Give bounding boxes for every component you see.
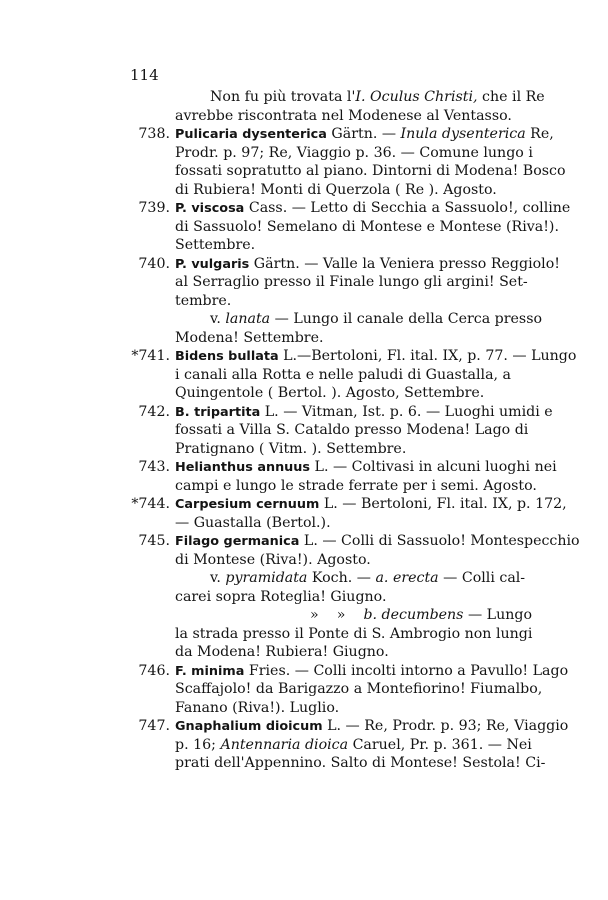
text-line	[120, 532, 580, 551]
text-run: Koch. —	[307, 570, 376, 586]
text-run: Prodr. p. 97; Re, Viaggio p. 36. — Comune lungo i	[175, 144, 533, 161]
text-line	[120, 329, 560, 348]
text-line	[120, 347, 577, 366]
text-line	[120, 107, 560, 126]
text-line	[120, 236, 560, 255]
text-line	[120, 292, 560, 311]
text-run: Non fu più trovata l'	[210, 89, 356, 105]
text-run: di Rubiera! Monti di Querzola ( Re ). Agosto.	[175, 181, 497, 198]
italic-name: Antennaria dioica	[220, 736, 349, 753]
text-run: Re,	[525, 126, 554, 142]
text-line	[120, 569, 560, 588]
italic-name: lanata	[225, 311, 271, 327]
species-name: B. tripartita	[175, 404, 261, 420]
text-run: i canali alla Rotta e nelle paludi di Guastalla, a	[175, 366, 512, 383]
text-run: la strada presso il Ponte di S. Ambrogio non lungi	[175, 625, 533, 642]
text-run: di Sassuolo! Semelano di Montese e Montese (Riva!).	[175, 218, 559, 235]
entry-number: 742.	[138, 403, 170, 420]
text-line	[120, 384, 560, 403]
text-line	[120, 662, 569, 681]
text-line	[120, 255, 560, 274]
text-line	[120, 181, 560, 200]
text-run: di Montese (Riva!). Agosto.	[175, 551, 371, 568]
text-run: da Modena! Rubiera! Giugno.	[175, 644, 389, 660]
text-line	[120, 273, 560, 292]
text-line	[120, 551, 560, 570]
species-name: P. viscosa	[175, 201, 245, 216]
text-run: L. — Vitman, Ist. p. 6. — Luoghi umidi e	[260, 403, 553, 420]
text-line	[120, 162, 566, 181]
text-run: — Lungo il canale della Cerca presso	[270, 311, 543, 327]
text-run: — Lungo	[463, 607, 532, 623]
text-line	[120, 440, 560, 459]
entry-number: 740.	[138, 255, 170, 272]
page-number: 114	[130, 66, 159, 84]
species-name: Pulicaria dysenterica	[175, 127, 327, 142]
species-name: Gnaphalium dioicum	[175, 719, 323, 734]
text-line	[120, 606, 560, 625]
text-line	[120, 218, 560, 237]
text-run: carei sopra Roteglia! Giugno.	[175, 588, 387, 605]
text-line	[120, 514, 560, 533]
text-run: L. — Coltivasi in alcuni luoghi nei	[310, 459, 557, 475]
entry-number: 739.	[138, 200, 170, 216]
text-line	[120, 680, 560, 699]
text-line	[120, 495, 567, 514]
species-name: Helianthus annuus	[175, 460, 311, 475]
italic-name: pyramidata	[225, 570, 308, 586]
text-line	[120, 421, 560, 440]
text-run: v.	[210, 311, 226, 327]
text-line	[120, 625, 560, 644]
text-run: Quingentole ( Bertol. ). Agosto, Settembre.	[175, 385, 485, 401]
entry-number: 743.	[138, 459, 170, 475]
text-run: Caruel, Pr. p. 361. — Nei	[348, 736, 532, 753]
text-line	[120, 144, 560, 163]
species-name: Bidens bullata	[175, 349, 279, 364]
text-run: L. — Colli di Sassuolo! Montespecchio	[299, 533, 580, 549]
text-run: fossati sopratutto al piano. Dintorni di Modena! Bosco	[175, 163, 566, 179]
text-line	[120, 477, 560, 496]
italic-name: Inula dysenterica	[400, 126, 526, 142]
text-run: al Serraglio presso il Finale lungo gli argini! Set-	[175, 274, 528, 290]
species-name: P. vulgaris	[175, 256, 250, 272]
text-run: — Colli cal-	[438, 570, 526, 586]
text-line	[120, 643, 560, 662]
italic-name: I. Oculus Christi,	[355, 89, 478, 105]
entry-number: 746.	[138, 662, 170, 679]
entry-number: *741.	[131, 348, 170, 364]
text-run: che il Re	[477, 89, 545, 105]
entry-number: 747.	[138, 718, 170, 734]
text-line	[120, 199, 571, 218]
text-line	[120, 588, 560, 607]
text-run: v.	[210, 570, 226, 586]
text-line	[120, 754, 560, 773]
text-run: avrebbe riscontrata nel Modenese al Ventasso.	[175, 107, 512, 124]
text-line	[120, 699, 560, 718]
species-name: Carpesium cernuum	[175, 497, 320, 512]
text-run: L. — Re, Prodr. p. 93; Re, Viaggio	[322, 718, 569, 734]
text-run: fossati a Villa S. Cataldo presso Modena! Lago di	[175, 422, 529, 438]
text-run: Pratignano ( Vitm. ). Settembre.	[175, 440, 407, 457]
text-run: Fanano (Riva!). Luglio.	[175, 699, 340, 716]
text-run: L.—Bertoloni, Fl. ital. IX, p. 77. — Lungo	[278, 348, 577, 364]
text-run: Gärtn. — Valle la Veniera presso Reggiolo!	[249, 255, 560, 272]
text-run: Cass. — Letto di Secchia a Sassuolo!, colline	[244, 200, 571, 216]
text-line	[120, 366, 560, 385]
entry-number: *744.	[131, 496, 170, 512]
entry-number: 745.	[138, 533, 170, 549]
text-run: — Guastalla (Bertol.).	[175, 514, 331, 531]
text-line	[120, 88, 560, 107]
italic-name: b. decumbens	[363, 607, 464, 623]
text-run: L. — Bertoloni, Fl. ital. IX, p. 172,	[319, 496, 567, 512]
text-line	[120, 125, 560, 144]
page-text	[120, 88, 580, 773]
text-line	[120, 736, 560, 755]
text-run: Fries. — Colli incolti intorno a Pavullo! Lago	[244, 662, 569, 679]
text-line	[120, 717, 569, 736]
species-name: Filago germanica	[175, 534, 300, 549]
italic-name: a. erecta	[375, 570, 439, 586]
text-run: Scaffajolo! da Barigazzo a Montefiorino! Fiumalbo,	[175, 681, 543, 697]
text-run: p. 16;	[175, 736, 221, 753]
text-run: prati dell'Appennino. Salto di Montese! Sestola! Ci-	[175, 755, 546, 771]
text-line	[120, 310, 560, 329]
text-run: Gärtn. —	[326, 126, 401, 142]
text-run: » »	[310, 607, 364, 623]
text-line	[120, 403, 560, 422]
text-run: Settembre.	[175, 237, 256, 253]
text-run: campi e lungo le strade ferrate per i semi. Agosto.	[175, 477, 537, 494]
text-line	[120, 458, 560, 477]
text-run: tembre.	[175, 292, 232, 309]
text-run: Modena! Settembre.	[175, 329, 324, 346]
species-name: F. minima	[175, 663, 245, 679]
entry-number: 738.	[138, 126, 170, 142]
